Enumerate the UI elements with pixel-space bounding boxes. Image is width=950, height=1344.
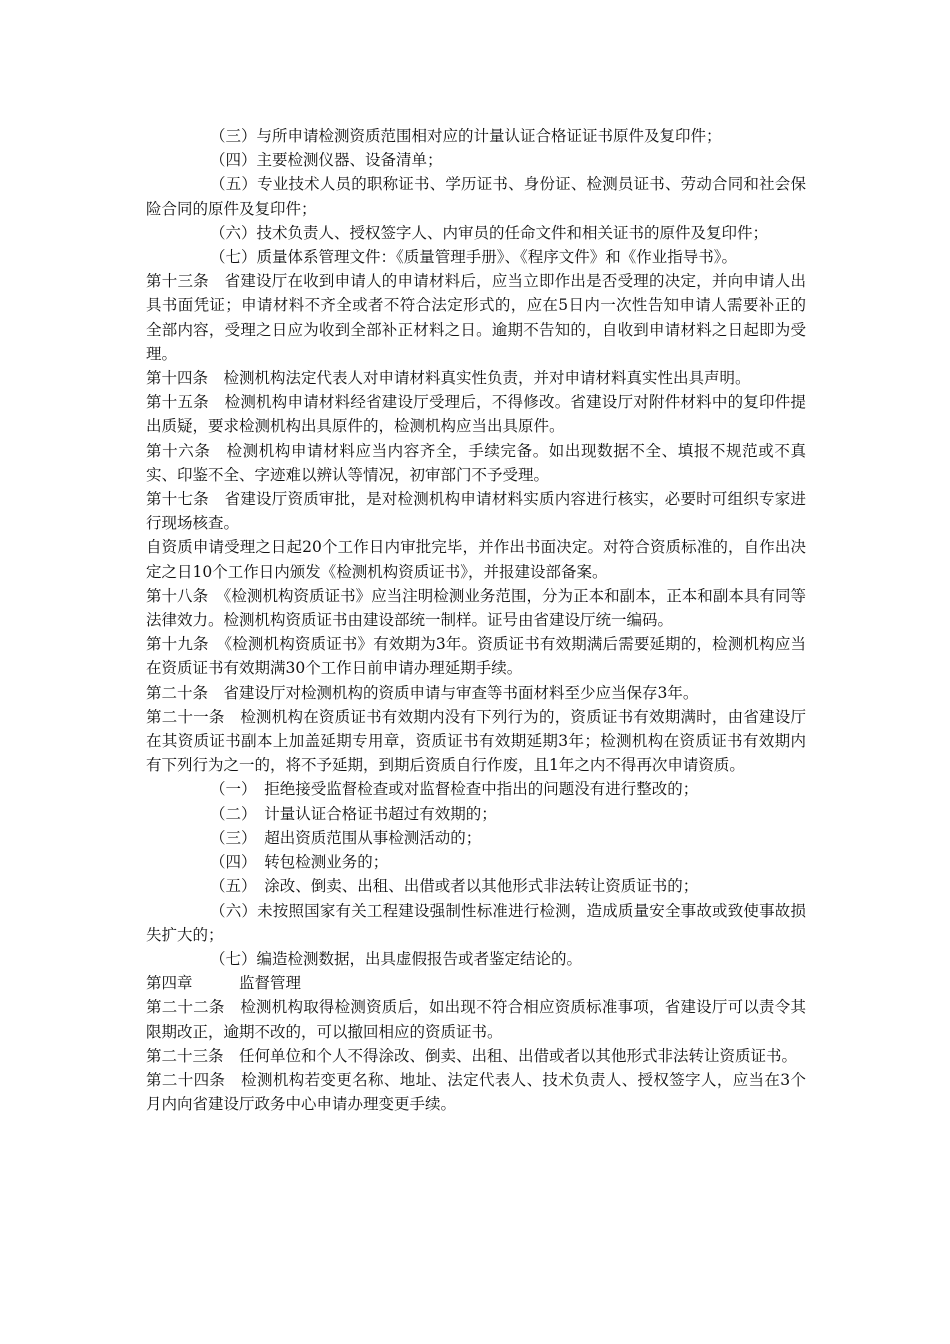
list-item: （五） 涂改、倒卖、出租、出借或者以其他形式非法转让资质证书的； <box>210 877 699 896</box>
list-item: （四）主要检测仪器、设备清单； <box>210 151 443 170</box>
article-paragraph: 第十八条 《检测机构资质证书》应当注明检测业务范围，分为正本和副本，正本和副本具有同等法律效力。检测机构资质证书由建设部统一制样。证号由省建设厅统一编码。 <box>146 586 806 630</box>
list-item: （六）技术负责人、授权签字人、内审员的任命文件和相关证书的原件及复印件； <box>210 223 769 242</box>
article-paragraph: 第十五条 检测机构申请材料经省建设厅受理后，不得修改。省建设厅对附件材料中的复印件提出质疑，要求检测机构出具原件的，检测机构应当出具原件。 <box>146 393 806 436</box>
list-item: （四） 转包检测业务的； <box>210 853 389 872</box>
list-item: （五）专业技术人员的职称证书、学历证书、身份证、检测员证书、劳动合同和社会保险合同的原件及复印件； <box>146 175 806 218</box>
article-paragraph: 第二十一条 检测机构在资质证书有效期内没有下列行为的，资质证书有效期满时，由省建设厅在其资质证书副本上加盖延期专用章，资质证书有效期延期3年；检测机构在资质证书有效期内有下列行为之一的，将不予延期，到期后资质自行作废，且1年之内不得再次申请资质。 <box>146 707 806 775</box>
list-item: （七）编造检测数据，出具虚假报告或者鉴定结论的。 <box>210 949 583 968</box>
list-item: （一） 拒绝接受监督检查或对监督检查中指出的问题没有进行整改的； <box>210 780 699 799</box>
chapter-heading: 第四章 监督管理 <box>146 974 302 993</box>
article-paragraph: 第十六条 检测机构申请材料应当内容齐全，手续完备。如出现数据不全、填报不规范或不真实、印鉴不全、字迹难以辨认等情况，初审部门不予受理。 <box>146 441 806 484</box>
article-paragraph: 第二十三条 任何单位和个人不得涂改、倒卖、出租、出借或者以其他形式非法转让资质证书。 <box>146 1046 798 1065</box>
body-paragraph: 自资质申请受理之日起20个工作日内审批完毕，并作出书面决定。对符合资质标准的，自作出决定之日10个工作日内颁发《检测机构资质证书》，并报建设部备案。 <box>146 538 806 581</box>
article-paragraph: 第二十条 省建设厅对检测机构的资质申请与审查等书面材料至少应当保存3年。 <box>146 683 699 702</box>
list-item: （三） 超出资质范围从事检测活动的； <box>210 828 482 847</box>
article-paragraph: 第十九条 《检测机构资质证书》有效期为3年。资质证书有效期满后需要延期的，检测机构应当在资质证书有效期满30个工作日前申请办理延期手续。 <box>146 635 806 678</box>
list-item: （七）质量体系管理文件：《质量管理手册》、《程序文件》和《作业指导书》。 <box>210 248 738 267</box>
list-item: （二） 计量认证合格证书超过有效期的； <box>210 804 497 823</box>
article-paragraph: 第二十二条 检测机构取得检测资质后，如出现不符合相应资质标准事项，省建设厅可以责令其限期改正，逾期不改的，可以撤回相应的资质证书。 <box>146 998 806 1041</box>
article-paragraph: 第十三条 省建设厅在收到申请人的申请材料后，应当立即作出是否受理的决定，并向申请人出具书面凭证；申请材料不齐全或者不符合法定形式的，应在5日内一次性告知申请人需要补正的全部内容，受理之日应为收到全部补正材料之日。逾期不告知的，自收到申请材料之日起即为受理。 <box>146 272 806 363</box>
document-page <box>146 124 806 1116</box>
article-paragraph: 第十四条 检测机构法定代表人对申请材料真实性负责，并对申请材料真实性出具声明。 <box>146 369 751 388</box>
list-item: （六）未按照国家有关工程建设强制性标准进行检测，造成质量安全事故或致使事故损失扩大的； <box>146 901 806 944</box>
list-item: （三）与所申请检测资质范围相对应的计量认证合格证证书原件及复印件； <box>210 127 722 145</box>
article-paragraph: 第二十四条 检测机构若变更名称、地址、法定代表人、技术负责人、授权签字人，应当在3个月内向省建设厅政务中心申请办理变更手续。 <box>146 1070 806 1114</box>
article-paragraph: 第十七条 省建设厅资质审批，是对检测机构申请材料实质内容进行核实，必要时可组织专家进行现场核查。 <box>146 490 806 533</box>
